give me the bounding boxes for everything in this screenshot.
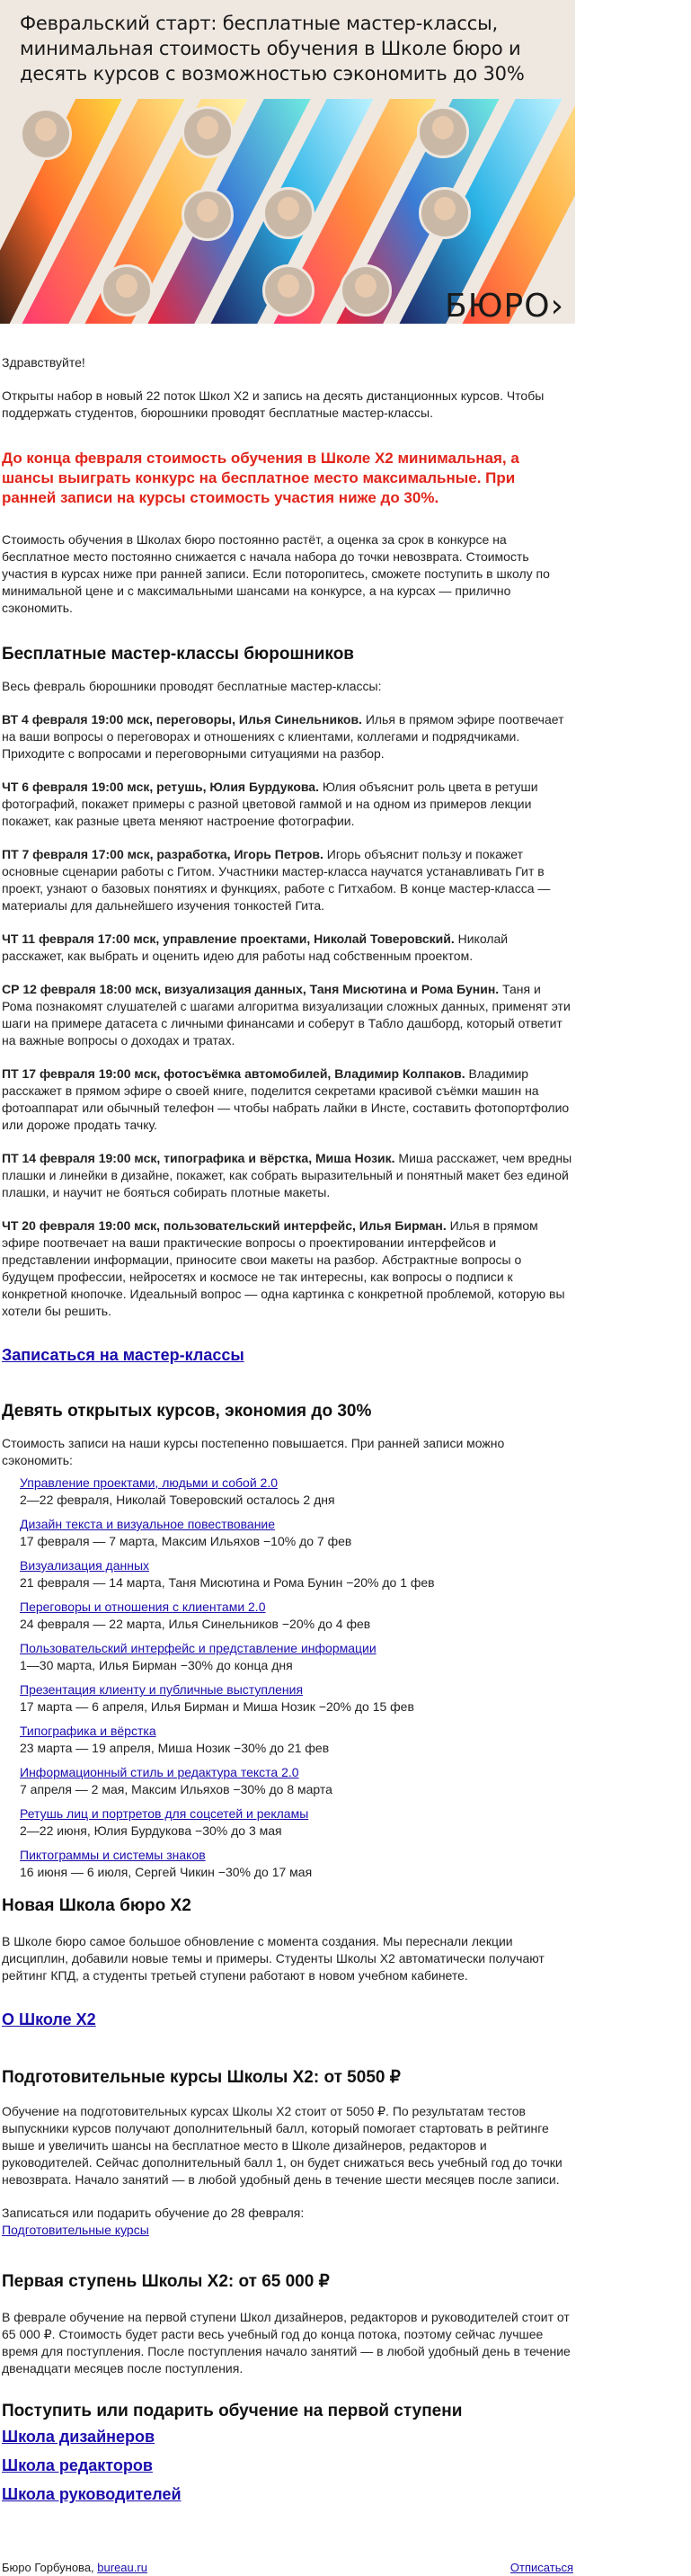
event-text: Игорь объяснит пользу и покажет основные сценарии работы с Гитом. Участники мастер-класса научатся устанавливать Гит в проект, узнают о базовых понятиях и функциях, работе с Гитхабом. В конце мастер-класса — материалы для дальнейшего изучения тонкостей Гита. [2,847,551,913]
event-text: Николай расскажет, как выбрать и оценить идею для работы над собственным проектом. [2,931,509,963]
course-item [20,1557,573,1591]
course-item [20,1681,573,1716]
prep-courses-heading: Подготовительные курсы Школы X2: от 5050 ₽ [2,2068,401,2087]
prep-courses-text: Обучение на подготовительных курсах Школы X2 стоит от 5050 ₽. По результатам тестов выпускники курсов получают дополнительный балл, который помогает стартовать в рейтинге выше и увеличить шансы на бесплатное место в Школе дизайнеров, редакторов и руководителей. Сейчас дополнительный балл 1, он будет снижаться весь учебный год до точки невозврата. Начало занятий — в любой удобный день в течение шести месяцев после записи. [2,2104,563,2187]
prep-courses-link[interactable]: Подготовительные курсы [2,2223,149,2237]
speaker-photo [101,264,153,316]
course-info: 24 февраля — 22 марта, Илья Синельников −20% до 4 фев [20,1617,371,1631]
signup-masterclasses-link[interactable]: Записаться на мастер-классы [2,1346,244,1364]
new-school-text: В Школе бюро самое большое обновление с момента создания. Мы переснали лекции дисциплин, добавили новые темы и примеры. Студенты Школы X2 автоматически получают рейтинг КПД, а студенты третьей ступени работают в новом учебном кабинете. [2,1934,545,1983]
intro-text: Открыты набор в новый 22 поток Школ X2 и запись на десять дистанционных курсов. Чтобы поддержать студентов, бюрошники проводят бесплатные мастер-классы. [2,388,545,420]
school-managers-link[interactable]: Школа руководителей [2,2485,182,2503]
school-editors-link[interactable]: Школа редакторов [2,2456,153,2474]
about-school-link[interactable]: О Школе X2 [2,2010,96,2028]
course-info: 21 февраля — 14 марта, Таня Мисютина и Рома Бунин −20% до 1 фев [20,1575,435,1590]
speaker-photo [417,106,469,158]
hero-title: Февральский старт: бесплатные мастер-классы, минимальная стоимость обучения в Школе бюро и десять курсов с возможностью сэкономить до 30% [20,13,525,85]
school-designers-link[interactable]: Школа дизайнеров [2,2428,155,2446]
course-item [20,1764,573,1798]
footer-signature [2,2559,147,2576]
new-school-heading: Новая Школа бюро X2 [2,1896,191,1915]
course-info: 17 марта — 6 апреля, Илья Бирман и Миша Нозик −20% до 15 фев [20,1699,414,1714]
first-stage-heading: Первая ступень Школы X2: от 65 000 ₽ [2,2272,330,2291]
event-text: Илья в прямом эфире поотвечает на ваши вопросы о переговорах и отношениях с клиентами, коллегами и подрядчиками. Приходите с вопросами и переговорными ситуациями на разбор. [2,712,564,761]
promo-highlight: До конца февраля стоимость обучения в Школе X2 минимальная, а шансы выиграть конкурс на бесплатное место максимальные. При ранней записи на курсы стоимость участия ниже до 30%. [2,450,519,506]
event-item [2,1150,573,1201]
event-text: Илья в прямом эфире поотвечает на ваши практические вопросы о проектировании интерфейсов и представлении информации, приносите свои макеты на разбор. Абстрактные вопросы о будущем профессии, нейросетях и космосе не так интересны, как вопросы о подписи к конкретной кнопочке. Идеальный вопрос — одна картинка с конкретной проблемой, которую вы хотели бы решить. [2,1218,565,1318]
bureau-logo: БЮРО› [444,288,564,324]
course-info: 7 апреля — 2 мая, Максим Ильяхов −30% до 8 марта [20,1782,332,1796]
footer [2,2559,573,2576]
course-info: 1—30 марта, Илья Бирман −30% до конца дня [20,1658,293,1672]
event-text: Таня и Рома познакомят слушателей с шагами алгоритма визуализации сложных данных, применят эти шаги на примере датасета с личными финансами и соберут в Табло дашборд, который ответит на важные вопросы о доходах и тратах. [2,982,571,1047]
event-item [2,1217,573,1320]
cost-text: Стоимость обучения в Школах бюро постоянно растёт, а оценка за срок в конкурсе на бесплатное место постоянно снижается с начала набора до точки невозврата. Стоимость участия в курсах ниже при ранней записи. Если поторопитесь, сможете поступить в школу по минимальной цене и с максимальными шансами на конкурсе, а на курсах — прилично сэкономить. [2,532,550,615]
speaker-photo [20,108,72,160]
event-item [2,846,573,914]
course-item [20,1599,573,1633]
speaker-photo [262,187,314,239]
event-item [2,1065,573,1134]
site-link[interactable]: bureau.ru [97,2561,147,2574]
signature-text: Бюро Горбунова, [2,2561,98,2574]
event-head: СР 12 февраля 18:00 мск, визуализация данных, Таня Мисютина и Рома Бунин. [2,982,500,996]
course-item [20,1847,573,1881]
prep-register-text: Записаться или подарить обучение до 28 февраля: [2,2206,305,2220]
event-text: Владимир расскажет в прямом эфире о своей книге, поделится секретами красивой съёмки машин на фотоаппарат или обычный телефон — чтобы набрать лайки в Инсте, составить фотопортфолио или дороже продать тачку. [2,1066,570,1132]
email-body [0,354,573,2576]
event-item [2,931,573,965]
event-head: ПТ 14 февраля 19:00 мск, типографика и вёрстка, Миша Нозик. [2,1151,395,1165]
courses-intro: Стоимость записи на наши курсы постепенно повышается. При ранней записи можно сэкономить: [2,1436,505,1467]
course-link[interactable]: Типографика и вёрстка [20,1724,156,1738]
course-info: 17 февраля — 7 марта, Максим Ильяхов −10% до 7 фев [20,1534,352,1548]
course-link[interactable]: Пиктограммы и системы знаков [20,1848,206,1862]
event-text: Миша расскажет, чем вредны плашки и линейки в дизайне, покажет, как собрать выразительный и понятный макет без единой плашки, и научит не бояться собирать плотные макеты. [2,1151,572,1199]
course-item [20,1723,573,1757]
course-item [20,1475,573,1509]
event-head: ЧТ 20 февраля 19:00 мск, пользовательский интерфейс, Илья Бирман. [2,1218,447,1233]
course-link[interactable]: Управление проектами, людьми и собой 2.0 [20,1475,278,1490]
course-link[interactable]: Пользовательский интерфейс и представление информации [20,1641,377,1655]
course-link[interactable]: Визуализация данных [20,1558,150,1573]
speaker-photo [182,106,234,158]
speaker-photo [262,264,314,316]
course-info: 16 июня — 6 июля, Сергей Чикин −30% до 17 мая [20,1865,313,1879]
course-info: 23 марта — 19 апреля, Миша Нозик −30% до 21 фев [20,1741,330,1755]
course-info: 2—22 июня, Юлия Бурдукова −30% до 3 мая [20,1823,282,1838]
course-link[interactable]: Информационный стиль и редактура текста 2.0 [20,1765,299,1779]
event-head: ПТ 7 февраля 17:00 мск, разработка, Игорь Петров. [2,847,323,861]
event-head: ВТ 4 февраля 19:00 мск, переговоры, Илья Синельников. [2,712,362,726]
courses-heading: Девять открытых курсов, экономия до 30% [2,1402,372,1421]
event-head: ЧТ 6 февраля 19:00 мск, ретушь, Юлия Бурдукова. [2,780,319,794]
course-link[interactable]: Переговоры и отношения с клиентами 2.0 [20,1600,266,1614]
enroll-heading: Поступить или подарить обучение на первой ступени [2,2402,463,2420]
event-text: Юлия объяснит роль цвета в ретуши фотографий, покажет примеры с разной цветовой гаммой и на одном из примеров лекции покажет, как разные цвета меняют настроение фотографии. [2,780,538,828]
first-stage-text: В феврале обучение на первой ступени Школ дизайнеров, редакторов и руководителей стоит от 65 000 ₽. Стоимость будет расти весь учебный год до конца потока, поэтому сейчас лучшее время для поступления. После поступления начало занятий — в любой удобный день в течение двенадцати месяцев после поступления. [2,2310,571,2375]
course-info: 2—22 февраля, Николай Товеровский осталось 2 дня [20,1493,335,1507]
course-link[interactable]: Дизайн текста и визуальное повествование [20,1517,276,1531]
course-link[interactable]: Ретушь лиц и портретов для соцсетей и рекламы [20,1806,309,1821]
speaker-photo [340,264,392,316]
greeting: Здравствуйте! [2,355,85,370]
course-item [20,1640,573,1674]
speaker-photo [182,189,234,241]
course-item [20,1805,573,1840]
event-item [2,981,573,1049]
free-masterclasses-sub: Весь февраль бюрошники проводят бесплатные мастер-классы: [2,679,382,693]
event-head: ЧТ 11 февраля 17:00 мск, управление проектами, Николай Товеровский. [2,931,455,946]
course-item [20,1516,573,1550]
event-item [2,779,573,830]
event-item [2,711,573,762]
course-link[interactable]: Презентация клиенту и публичные выступления [20,1682,304,1697]
hero-banner [0,0,575,324]
event-head: ПТ 17 февраля 19:00 мск, фотосъёмка автомобилей, Владимир Колпаков. [2,1066,465,1081]
unsubscribe-link[interactable]: Отписаться [509,2561,573,2574]
free-masterclasses-heading: Бесплатные мастер-классы бюрошников [2,645,354,664]
courses-list [2,1475,573,1881]
speaker-photo [419,187,471,239]
